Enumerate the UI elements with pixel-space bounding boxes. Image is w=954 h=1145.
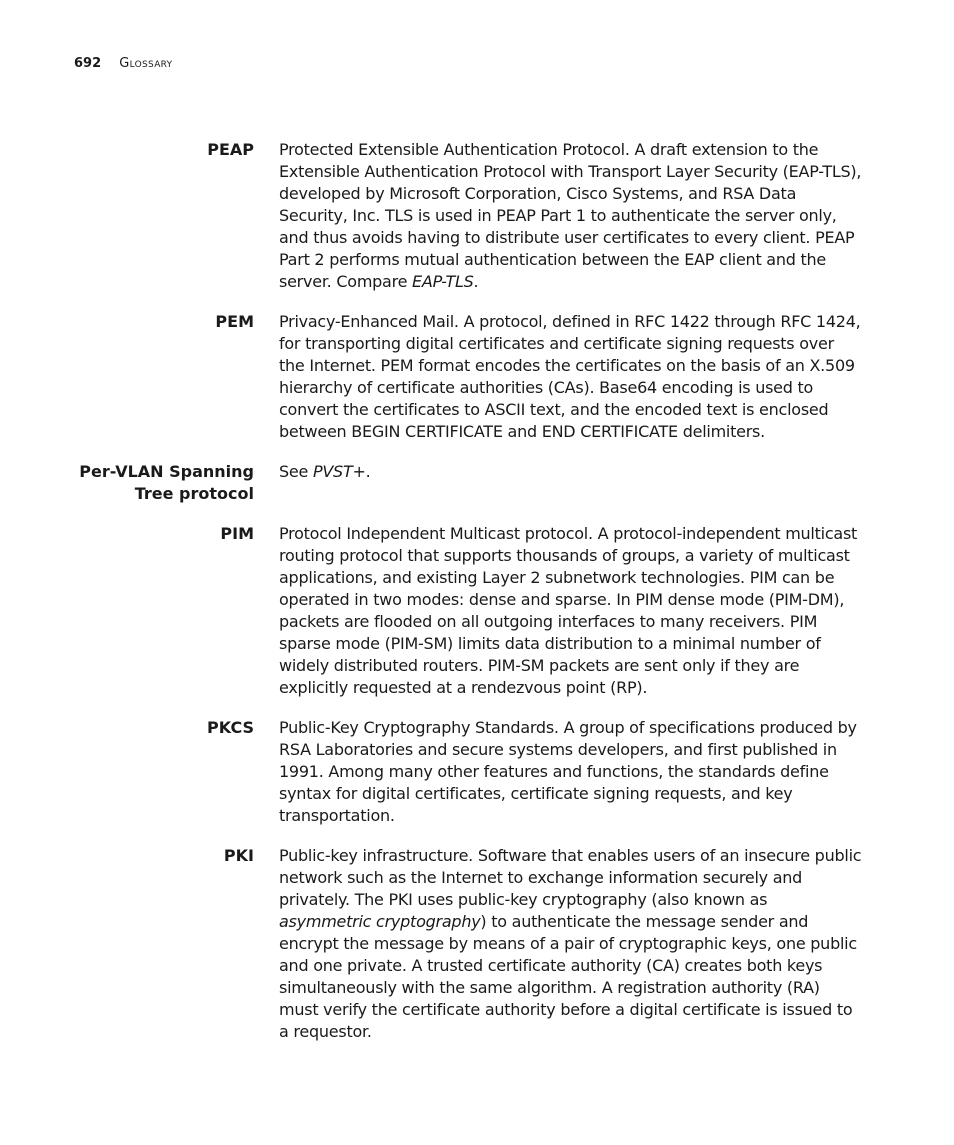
glossary-entry-per-vlan-spanning-tree bbox=[0, 461, 954, 505]
glossary-definition: Protocol Independent Multicast protocol. A protocol-independent multicast routing protocol that supports thousands of groups, a variety of multicast applications, and existing Layer 2 subnetwork technologies. PIM can be operated in two modes: dense and sparse. In PIM dense mode (PIM-DM), packets are flooded on all outgoing interfaces to many receivers. PIM sparse mode (PIM-SM) limits data distribution to a minimal number of widely distributed routers. PIM-SM packets are sent only if they are explicitly requested at a rendezvous point (RP). bbox=[279, 524, 858, 697]
cross-reference: PVST+ bbox=[312, 462, 366, 481]
glossary-term: PIM bbox=[220, 524, 254, 543]
glossary-definition: Privacy-Enhanced Mail. A protocol, defined in RFC 1422 through RFC 1424, for transporting digital certificates and certificate signing requests over the Internet. PEM format encodes the certificates on the basis of an X.509 hierarchy of certificate authorities (CAs). Base64 encoding is used to convert the certificates to ASCII text, and the encoded text is enclosed between BEGIN CERTIFICATE and END CERTIFICATE delimiters. bbox=[279, 312, 861, 441]
glossary-entry-peap bbox=[0, 139, 954, 293]
cross-reference: EAP-TLS bbox=[412, 272, 474, 291]
section-title: Glossary bbox=[119, 56, 173, 71]
glossary-definition: Public-key infrastructure. Software that enables users of an insecure public network such as the Internet to exchange information securely and privately. The PKI uses public-key cryptography (also known as asymmetric cryptography) to authenticate the message sender and encrypt the message by means of a pair of cryptographic keys, one public and one private. A trusted certificate authority (CA) creates both keys simultaneously with the same algorithm. A registration authority (RA) must verify the certificate authority before a digital certificate is issued to a requestor. bbox=[279, 846, 862, 1041]
glossary-definition: Protected Extensible Authentication Protocol. A draft extension to the Extensible Authentication Protocol with Transport Layer Security (EAP-TLS), developed by Microsoft Corporation, Cisco Systems, and RSA Data Security, Inc. TLS is used in PEAP Part 1 to authenticate the server only, and thus avoids having to distribute user certificates to every client. PEAP Part 2 performs mutual authentication between the EAP client and the server. Compare EAP-TLS. bbox=[279, 140, 862, 291]
italic-term: asymmetric cryptography bbox=[279, 912, 481, 931]
glossary-entry-pki bbox=[0, 845, 954, 1043]
glossary-entry-pim bbox=[0, 523, 954, 699]
glossary-term: PEAP bbox=[207, 140, 254, 159]
glossary-definition: See PVST+. bbox=[279, 462, 371, 481]
page-header bbox=[74, 55, 172, 73]
glossary-term: Per-VLAN Spanning Tree protocol bbox=[79, 462, 254, 503]
glossary-definition: Public-Key Cryptography Standards. A group of specifications produced by RSA Laboratories and secure systems developers, and first published in 1991. Among many other features and functions, the standards define syntax for digital certificates, certificate signing requests, and key transportation. bbox=[279, 718, 857, 825]
glossary-term: PKI bbox=[223, 846, 254, 865]
page-number: 692 bbox=[74, 56, 102, 71]
glossary-term: PEM bbox=[215, 312, 254, 331]
glossary-term: PKCS bbox=[207, 718, 254, 737]
glossary-entry-pem bbox=[0, 311, 954, 443]
glossary-entry-pkcs bbox=[0, 717, 954, 827]
glossary-entries bbox=[0, 139, 954, 1061]
